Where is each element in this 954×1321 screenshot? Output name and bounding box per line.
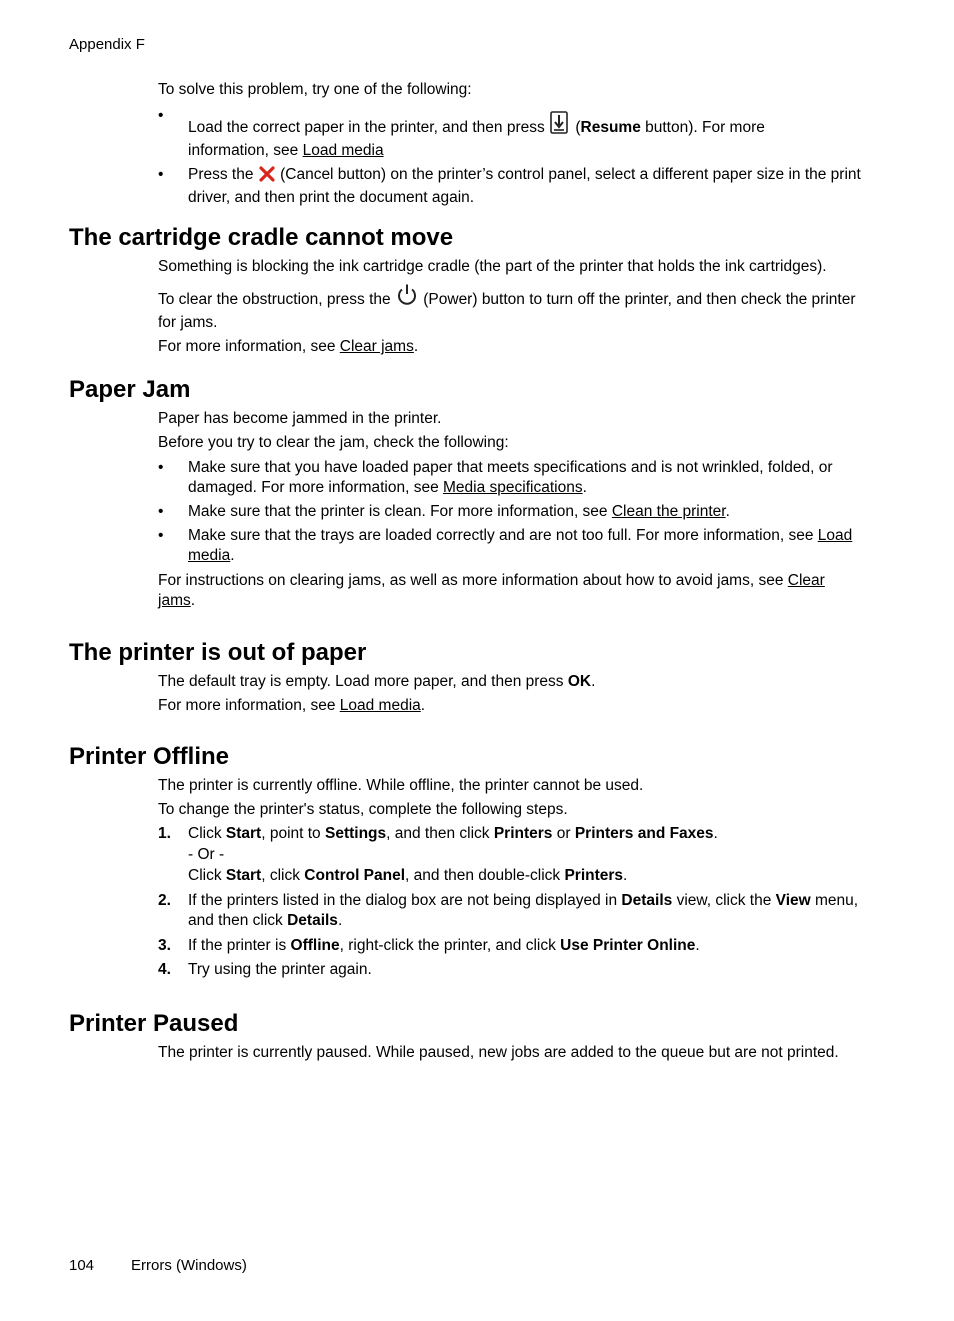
intro-block — [158, 80, 866, 208]
paragraph: Paper has become jammed in the printer. — [158, 410, 442, 427]
paragraph: To change the printer's status, complete the following steps. — [158, 801, 568, 818]
running-header: Appendix F — [69, 36, 145, 53]
section-printer-offline — [158, 776, 866, 980]
list-item: • Press the (Cancel button) on the printer’s control panel, select a different paper size in the print driver, and then print the document again. — [158, 166, 861, 206]
offline-steps — [158, 824, 866, 980]
heading-printer-paused: Printer Paused — [69, 1010, 239, 1037]
link-media-specifications[interactable]: Media specifications — [443, 479, 583, 496]
paragraph: The default tray is empty. Load more paper, and then press OK. — [158, 673, 596, 690]
cancel-x-icon — [258, 166, 276, 188]
link-clear-jams[interactable]: Clear jams — [158, 572, 825, 609]
paragraph: To clear the obstruction, press the (Power) button to turn off the printer, and then check the printer for jams. — [158, 283, 866, 333]
paragraph: Before you try to clear the jam, check the following: — [158, 434, 509, 451]
list-item: 2. If the printers listed in the dialog box are not being displayed in Details view, click the View menu, and then click Details. — [158, 892, 859, 929]
paragraph: The printer is currently paused. While paused, new jobs are added to the queue but are not printed. — [158, 1044, 839, 1061]
intro-bullet-list — [158, 106, 866, 208]
page-number: 104 — [69, 1257, 95, 1274]
section-paper-jam — [158, 409, 866, 611]
section-printer-paused — [158, 1043, 866, 1063]
resume-icon — [549, 111, 571, 141]
link-clear-jams[interactable]: Clear jams — [339, 338, 414, 355]
heading-printer-offline: Printer Offline — [69, 743, 230, 770]
paragraph: The printer is currently offline. While offline, the printer cannot be used. — [158, 777, 644, 794]
heading-cartridge-cradle: The cartridge cradle cannot move — [69, 224, 454, 251]
running-footer: Errors (Windows) — [131, 1257, 247, 1274]
list-item: • Load the correct paper in the printer, and then press (Resume button). For more information, see Load media — [158, 107, 765, 159]
paragraph: Something is blocking the ink cartridge cradle (the part of the printer that holds the ink cartridges). — [158, 258, 827, 275]
heading-paper-jam: Paper Jam — [69, 376, 191, 403]
list-item: 4. Try using the printer again. — [158, 961, 372, 978]
link-load-media[interactable]: Load media — [188, 527, 853, 564]
section-out-of-paper — [158, 672, 866, 716]
intro-lead: To solve this problem, try one of the following: — [158, 81, 472, 98]
list-item: • Make sure that the printer is clean. For more information, see Clean the printer. — [158, 503, 730, 520]
paragraph: For more information, see Clear jams. — [158, 338, 419, 355]
link-load-media[interactable]: Load media — [302, 142, 384, 159]
heading-out-of-paper: The printer is out of paper — [69, 639, 367, 666]
section-cartridge-cradle — [158, 257, 866, 357]
link-load-media[interactable]: Load media — [339, 697, 421, 714]
power-icon — [395, 283, 419, 313]
list-item: • Make sure that you have loaded paper that meets specifications and is not wrinkled, folded, or damaged. For more information, see Media specifications. — [158, 459, 833, 496]
link-clean-the-printer[interactable]: Clean the printer — [611, 503, 726, 520]
paragraph: For more information, see Load media. — [158, 697, 426, 714]
list-item: 3. If the printer is Offline, right-click the printer, and click Use Printer Online. — [158, 937, 700, 954]
paragraph: For instructions on clearing jams, as well as more information about how to avoid jams, see Clear jams. — [158, 572, 825, 609]
jam-check-list — [158, 458, 866, 566]
list-item: 1. Click Start, point to Settings, and then click Printers or Printers and Faxes. - Or - Click Start, click Control Panel, and then double-click Printers. — [158, 825, 718, 884]
list-item: • Make sure that the trays are loaded correctly and are not too full. For more information, see Load media. — [158, 527, 853, 564]
